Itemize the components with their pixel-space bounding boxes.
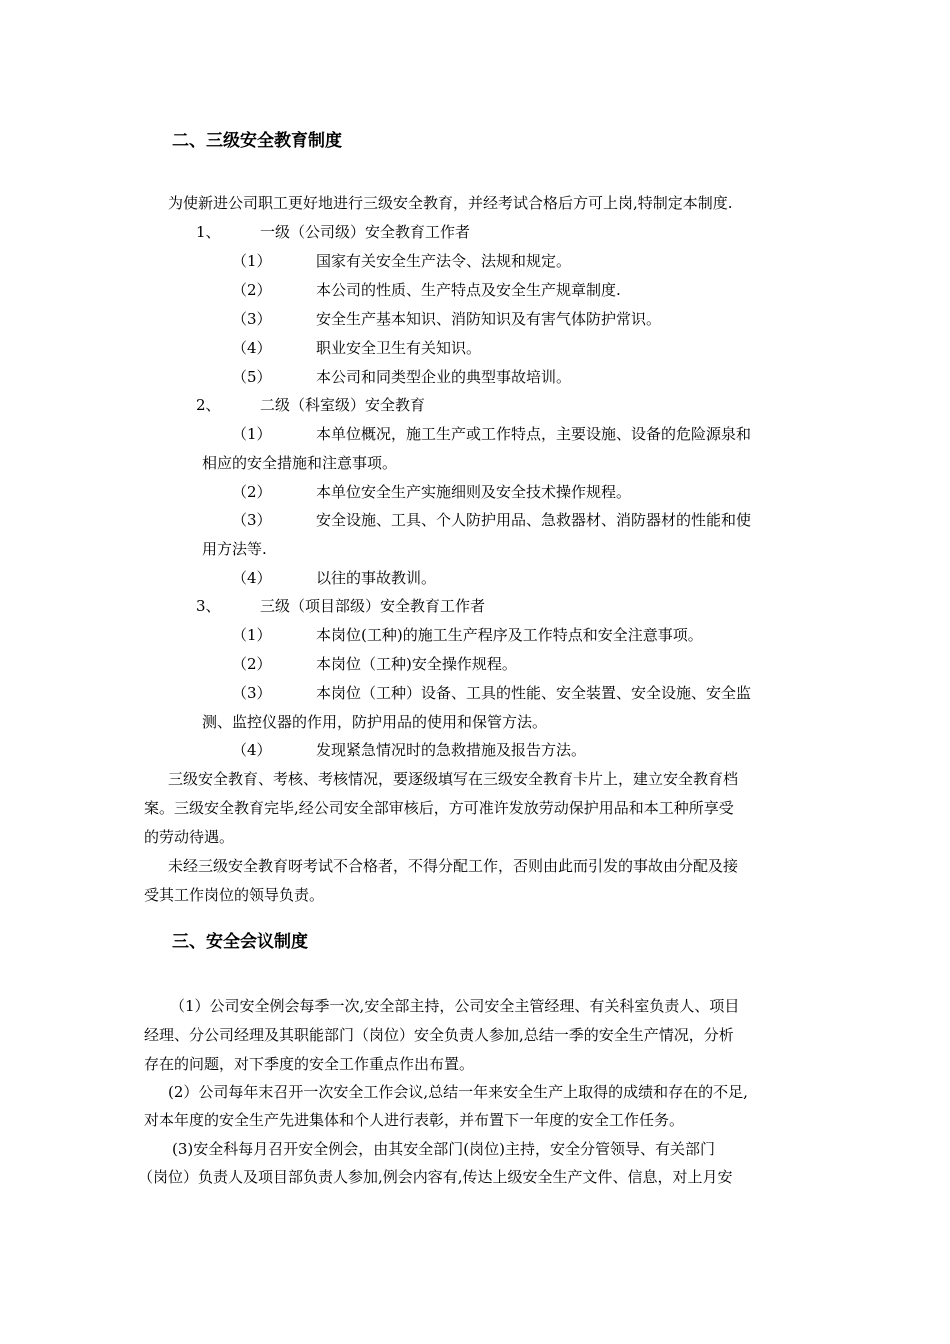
sub-item-text: 本单位概况，施工生产或工作特点，主要设施、设备的危险源泉和 (316, 425, 752, 443)
list-title: 一级（公司级）安全教育工作者 (260, 223, 471, 241)
sub-item-text: 安全设施、工具、个人防护用品、急救器材、消防器材的性能和使 (316, 511, 752, 529)
paragraph-line: 未经三级安全教育呀考试不合格者，不得分配工作，否则由此而引发的事故由分配及接 (168, 857, 739, 875)
sub-item-text: 国家有关安全生产法令、法规和规定。 (316, 252, 572, 270)
sub-item-number: （3） (232, 511, 272, 529)
paragraph-line: 案。三级安全教育完毕,经公司安全部审核后，方可准许发放劳动保护用品和本工种所享受 (144, 799, 734, 817)
list-number: 2、 (196, 396, 221, 414)
list-title: 二级（科室级）安全教育 (260, 396, 426, 414)
sub-item-number: （1） (232, 626, 272, 644)
sub-item-number: （3） (232, 684, 272, 702)
sub-item-text: 发现紧急情况时的急救措施及报告方法。 (316, 741, 587, 759)
sub-item-continuation: 用方法等. (202, 540, 267, 558)
sub-item-number: （2） (232, 281, 272, 299)
sub-item-text: 本公司和同类型企业的典型事故培训。 (316, 368, 572, 386)
sub-item-number: （1） (232, 425, 272, 443)
paragraph-line: 存在的问题，对下季度的安全工作重点作出布置。 (144, 1055, 475, 1073)
paragraph-line: (3)安全科每月召开安全例会，由其安全部门(岗位)主持，安全分管领导、有关部门 (172, 1140, 715, 1158)
sub-item-text: 本公司的性质、生产特点及安全生产规章制度. (316, 281, 621, 299)
sub-item-text: 本岗位（工种)安全操作规程。 (316, 655, 517, 673)
sub-item-text: 本岗位(工种)的施工生产程序及工作特点和安全注意事项。 (316, 626, 703, 644)
intro-paragraph: 为使新进公司职工更好地进行三级安全教育，并经考试合格后方可上岗,特制定本制度. (168, 194, 733, 212)
paragraph-line: 的劳动待遇。 (144, 828, 235, 846)
sub-item-text: 安全生产基本知识、消防知识及有害气体防护常识。 (316, 310, 662, 328)
sub-item-continuation: 相应的安全措施和注意事项。 (202, 454, 398, 472)
paragraph-line: 三级安全教育、考核、考核情况，要逐级填写在三级安全教育卡片上，建立安全教育档 (168, 770, 739, 788)
sub-item-text: 职业安全卫生有关知识。 (316, 339, 482, 357)
sub-item-number: （1） (232, 252, 272, 270)
paragraph-line: 受其工作岗位的领导负责。 (144, 886, 325, 904)
sub-item-text: 以往的事故教训。 (316, 569, 437, 587)
sub-item-text: 本单位安全生产实施细则及安全技术操作规程。 (316, 483, 632, 501)
sub-item-number: （4） (232, 339, 272, 357)
list-title: 三级（项目部级）安全教育工作者 (260, 597, 486, 615)
list-number: 3、 (196, 597, 221, 615)
paragraph-line: (2）公司每年末召开一次安全工作会议,总结一年来安全生产上取得的成绩和存在的不足, (168, 1083, 748, 1101)
sub-item-number: （4） (232, 741, 272, 759)
sub-item-text: 本岗位（工种）设备、工具的性能、安全装置、安全设施、安全监 (316, 684, 752, 702)
sub-item-number: （5） (232, 368, 272, 386)
paragraph-line: （岗位）负责人及项目部负责人参加,例会内容有,传达上级安全生产文件、信息，对上月安 (138, 1168, 733, 1186)
sub-item-number: （2） (232, 655, 272, 673)
section-heading-safety-meeting: 三、安全会议制度 (172, 932, 308, 952)
sub-item-number: （3） (232, 310, 272, 328)
section-heading-safety-education: 二、三级安全教育制度 (172, 131, 342, 151)
paragraph-line: （1）公司安全例会每季一次,安全部主持，公司安全主管经理、有关科室负责人、项目 (170, 997, 740, 1015)
sub-item-continuation: 测、监控仪器的作用，防护用品的使用和保管方法。 (202, 713, 548, 731)
sub-item-number: （2） (232, 483, 272, 501)
paragraph-line: 经理、分公司经理及其职能部门（岗位）安全负责人参加,总结一季的安全生产情况，分析 (144, 1026, 734, 1044)
list-number: 1、 (196, 223, 221, 241)
paragraph-line: 对本年度的安全生产先进集体和个人进行表彰，并布置下一年度的安全工作任务。 (144, 1111, 685, 1129)
sub-item-number: （4） (232, 569, 272, 587)
